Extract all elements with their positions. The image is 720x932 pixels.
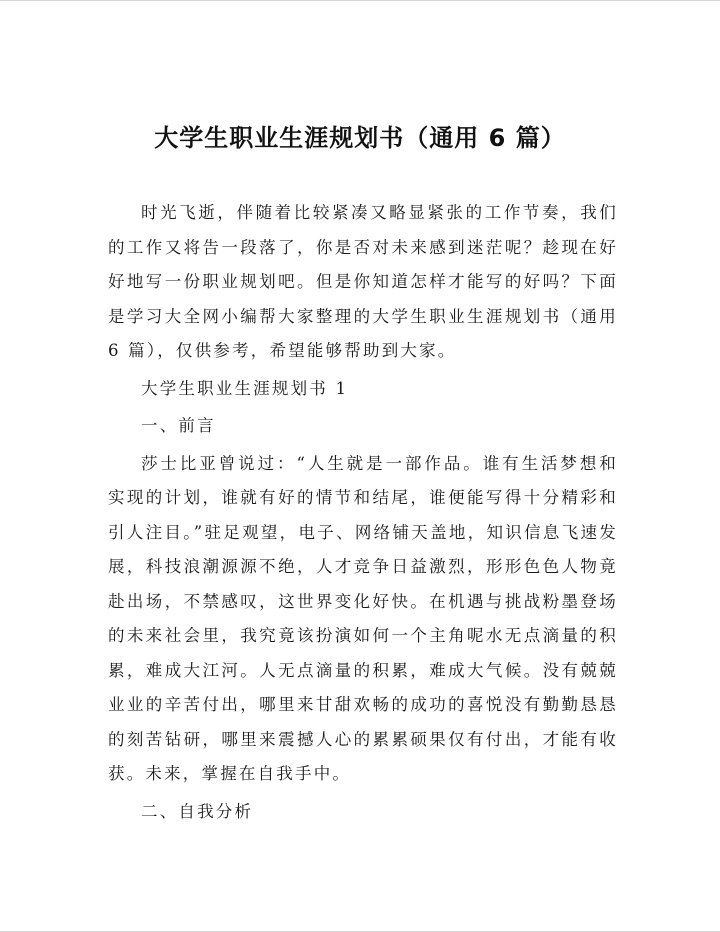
section-heading-preface: 一、前言 [141,416,216,435]
section-heading-self-analysis: 二、自我分析 [141,801,254,821]
document-title: 大学生职业生涯规划书（通用 6 篇） [154,124,566,152]
document-body [108,196,618,829]
preface-paragraph: 莎士比亚曾说过：“人生就是一部作品。谁有生活梦想和实现的计划，谁就有好的情节和结尾，谁便能写得十分精彩和引人注目。”驻足观望，电子、网络铺天盖地，知识信息飞速发展，科技浪潮源源不绝，人才竞争日益激烈，形形色色人物竟赴出场，不禁感叹，这世界变化好快。在机遇与挑战粉墨登场的未来社会里，我究竟该扮演如何一个主角呢水无点滴量的积累，难成大江河。人无点滴量的积累，难成大气候。没有兢兢业业的辛苦付出，哪里来甘甜欢畅的成功的喜悦没有勤勤恳恳的刻苦钻研，哪里来震撼人心的累累硕果仅有付出，才能有收获。未来，掌握在自我手中。 [108,453,618,783]
page-top-edge [0,0,720,1]
section-heading-plan-1: 大学生职业生涯规划书 1 [141,378,349,398]
intro-paragraph: 时光飞逝，伴随着比较紧凑又略显紧张的工作节奏，我们的工作又将告一段落了，你是否对未来感到迷茫呢？趁现在好好地写一份职业规划吧。但是你知道怎样才能写的好吗？下面是学习大全网小编帮大家整理的大学生职业生涯规划书（通用 6 篇），仅供参考，希望能够帮助到大家。 [108,203,618,360]
